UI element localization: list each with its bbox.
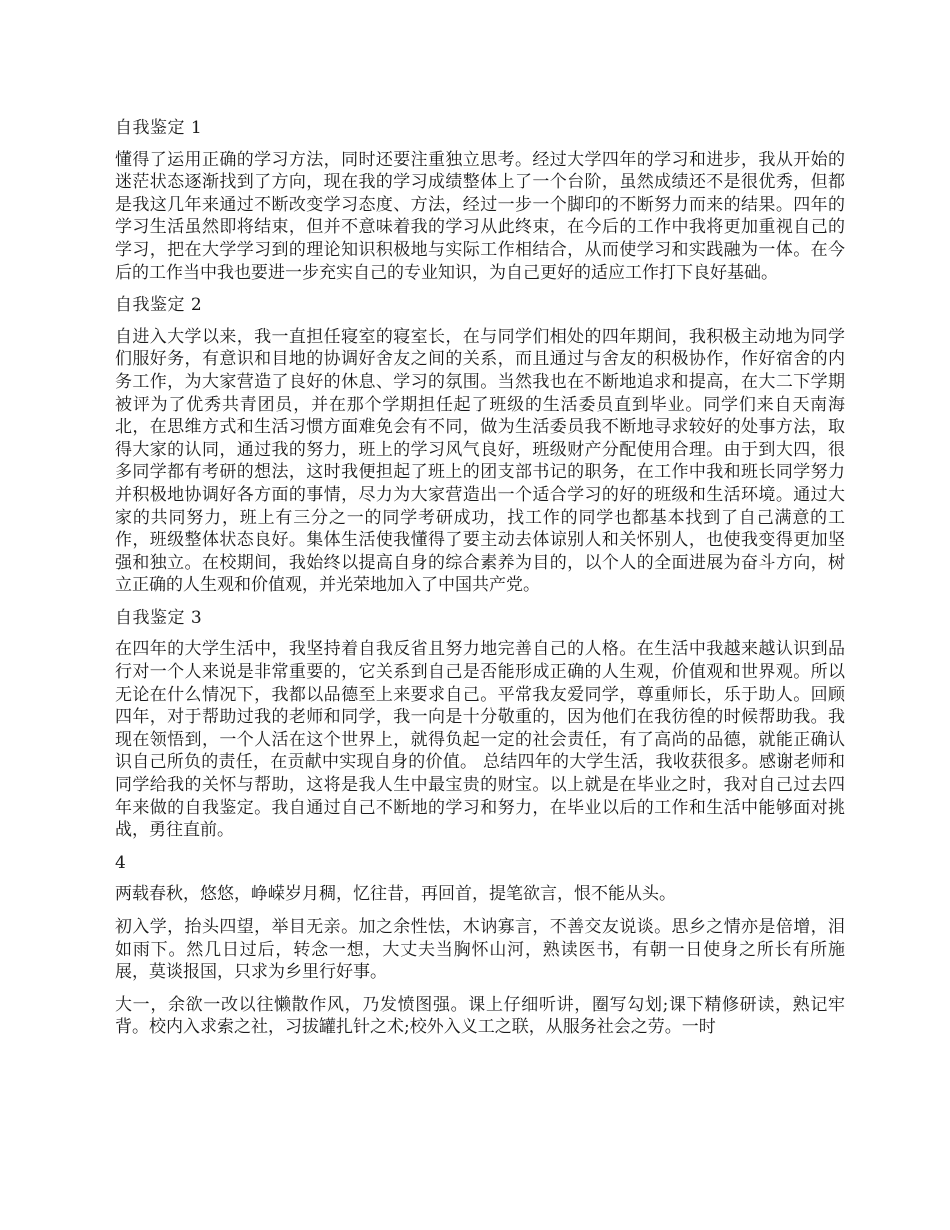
section-4 (115, 852, 845, 1039)
section-heading: 自我鉴定 2 (115, 295, 203, 316)
section-heading: 自我鉴定 1 (115, 118, 203, 138)
section-3 (115, 607, 845, 842)
section-paragraph: 大一，余欲一改以往懒散作风，乃发愤图强。课上仔细听讲，圈写勾划;课下精修研读，熟记牢背。校内入求索之社，习拔罐扎针之术;校外入义工之联，从服务社会之劳。一时 (115, 994, 845, 1038)
section-heading: 4 (115, 852, 127, 873)
section-paragraph: 两载春秋，悠悠，峥嵘岁月稠，忆往昔，再回首，提笔欲言，恨不能从头。 (115, 884, 676, 905)
section-paragraph: 自进入大学以来，我一直担任寝室的寝室长，在与同学们相处的四年期间，我积极主动地为同学们服好务，有意识和目地的协调好舍友之间的关系，而且通过与舍友的积极协作，作好宿舍的内务工作，为大家营造了良好的休息、学习的氛围。当然我也在不断地追求和提高，在大二下学期被评为了优秀共青团员，并在那个学期担任起了班级的生活委员直到毕业。同学们来自天南海北，在思维方式和生活习惯方面难免会有不同，做为生活委员我不断地寻求较好的处事方法，取得大家的认同，通过我的努力，班上的学习风气良好，班级财产分配使用合理。由于到大四，很多同学都有考研的想法，这时我便担起了班上的团支部书记的职务，在工作中我和班长同学努力并积极地协调好各方面的事情，尽力为大家营造出一个适合学习的好的班级和生活环境。通过大家的共同努力，班上有三分之一的同学考研成功，找工作的同学也都基本找到了自己满意的工作，班级整体状态良好。集体生活使我懂得了要主动去体谅别人和关怀别人，也使我变得更加坚强和独立。在校期间，我始终以提高自身的综合素养为目的，以个人的全面进展为奋斗方向，树立正确的人生观和价值观，并光荣地加入了中国共产党。 (115, 326, 845, 596)
document-page (115, 117, 845, 1049)
section-paragraph: 初入学，抬头四望，举目无亲。加之余性怯，木讷寡言，不善交友说谈。思乡之情亦是倍增，泪如雨下。然几日过后，转念一想，大丈夫当胸怀山河，熟读医书，有朝一日使身之所长有所施展，莫谈报国，只求为乡里行好事。 (115, 917, 845, 983)
section-1 (115, 117, 845, 284)
section-paragraph: 懂得了运用正确的学习方法，同时还要注重独立思考。经过大学四年的学习和进步，我从开始的迷茫状态逐渐找到了方向，现在我的学习成绩整体上了一个台阶，虽然成绩还不是很优秀，但都是我这几年来通过不断改变学习态度、方法，经过一步一个脚印的不断努力而来的结果。四年的学习生活虽然即将结束，但并不意味着我的学习从此终束，在今后的工作中我将更加重视自己的学习，把在大学学习到的理论知识积极地与实际工作相结合，从而使学习和实践融为一体。在今后的工作当中我也要进一步充实自己的专业知识，为自己更好的适应工作打下良好基础。 (115, 149, 845, 283)
section-heading: 自我鉴定 3 (115, 607, 203, 628)
section-2 (115, 294, 845, 597)
section-paragraph: 在四年的大学生活中，我坚持着自我反省且努力地完善自己的人格。在生活中我越来越认识到品行对一个人来说是非常重要的，它关系到自己是否能形成正确的人生观，价值观和世界观。所以无论在什么情况下，我都以品德至上来要求自己。平常我友爱同学，尊重师长，乐于助人。回顾四年，对于帮助过我的老师和同学，我一向是十分敬重的，因为他们在我彷徨的时候帮助我。我现在领悟到，一个人活在这个世界上，就得负起一定的社会责任，有了高尚的品德，就能正确认识自己所负的责任，在贡献中实现自身的价值。 总结四年的大学生活，我收获很多。感谢老师和同学给我的关怀与帮助，这将是我人生中最宝贵的财宝。以上就是在毕业之时，我对自己过去四年来做的自我鉴定。我自通过自己不断地的学习和努力，在毕业以后的工作和生活中能够面对挑战，勇往直前。 (115, 639, 845, 841)
